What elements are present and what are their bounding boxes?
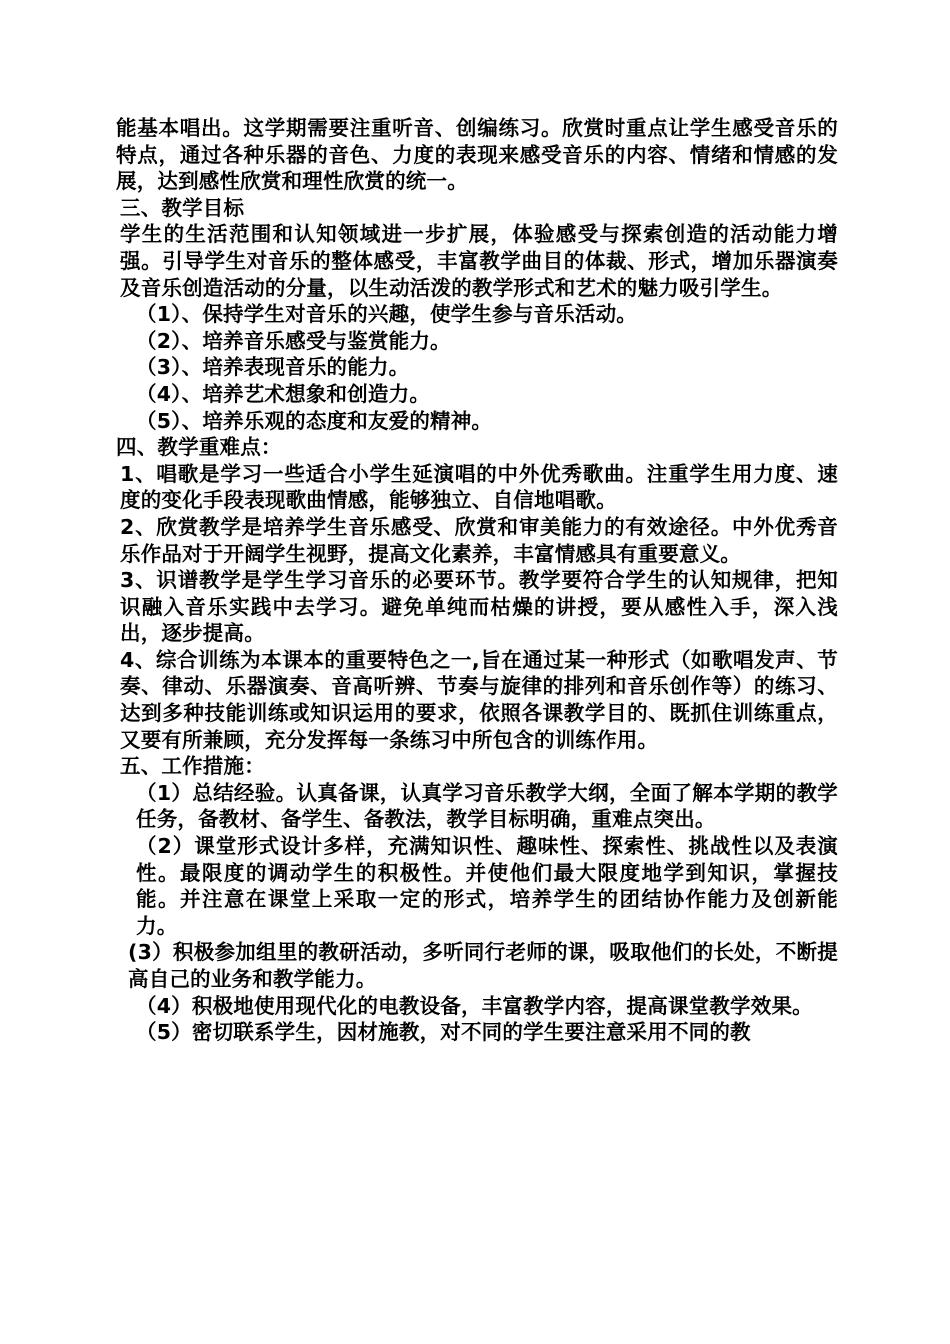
- measure-item-3: (3）积极参加组里的教研活动，多听同行老师的课，吸取他们的长处，不断提高自己的业务和教学能力。: [128, 940, 838, 991]
- goal-item-3: （3）、培养表现音乐的能力。: [136, 355, 410, 380]
- key-point-4: 4、综合训练为本课本的重要特色之一,旨在通过某一种形式（如歌唱发声、节奏、律动、乐器演奏、音高听辨、节奏与旋律的排列和音乐创作等）的练习、达到多种技能训练或知识运用的要求，依照各课教学目的、既抓住训练重点，又要有所兼顾，充分发挥每一条练习中所包含的训练作用。: [120, 647, 838, 752]
- intro-paragraph-tail: 能基本唱出。这学期需要注重听音、创编练习。欣赏时重点让学生感受音乐的特点，通过各种乐器的音色、力度的表现来感受音乐的内容、情绪和情感的发展，达到感性欣赏和理性欣赏的统一。: [116, 116, 838, 194]
- measure-item-5: （5）密切联系学生，因材施教，对不同的学生要注意采用不同的教: [136, 1020, 751, 1045]
- measure-item-4: （4）积极地使用现代化的电教设备，丰富教学内容，提高课堂教学效果。: [136, 993, 813, 1018]
- goal-item-1: （1）、保持学生对音乐的兴趣，使学生参与音乐活动。: [136, 302, 638, 327]
- document-page: [116, 115, 838, 1046]
- key-point-3: 3、识谱教学是学生学习音乐的必要环节。教学要符合学生的认知规律，把知识融入音乐实践中去学习。避免单纯而枯燥的讲授，要从感性入手，深入浅出，逐步提高。: [120, 568, 838, 646]
- key-point-1: 1、唱歌是学习一些适合小学生延演唱的中外优秀歌曲。注重学生用力度、速度的变化手段表现歌曲情感，能够独立、自信地唱歌。: [120, 461, 838, 513]
- goal-item-5: （5）、培养乐观的态度和友爱的精神。: [136, 408, 493, 433]
- goal-item-4: （4）、培养艺术想象和创造力。: [136, 381, 431, 406]
- measure-item-2: （2）课堂形式设计多样，充满知识性、趣味性、探索性、挑战性以及表演性。最限度的调动学生的积极性。并使他们最大限度地学到知识，掌握技能。并注意在课堂上采取一定的形式，培养学生的团结协作能力及创新能力。: [136, 834, 838, 938]
- measure-item-1: （1）总结经验。认真备课，认真学习音乐教学大纲，全面了解本学期的教学任务，备教材、备学生、备教法，教学目标明确，重难点突出。: [136, 780, 838, 832]
- section-3-body: 学生的生活范围和认知领域进一步扩展，体验感受与探索创造的活动能力增强。引导学生对音乐的整体感受，丰富教学曲目的体裁、形式，增加乐器演奏及音乐创造活动的分量，以生动活泼的教学形式和艺术的魅力吸引学生。: [120, 222, 838, 300]
- key-point-2: 2、欣赏教学是培养学生音乐感受、欣赏和审美能力的有效途径。中外优秀音乐作品对于开阔学生视野，提高文化素养，丰富情感具有重要意义。: [120, 514, 838, 566]
- section-3-heading: 三、教学目标: [120, 195, 245, 220]
- goal-item-2: （2）、培养音乐感受与鉴赏能力。: [136, 328, 451, 353]
- section-4-heading: 四、教学重难点：: [116, 435, 282, 460]
- section-5-heading: 五、工作措施：: [120, 754, 265, 779]
